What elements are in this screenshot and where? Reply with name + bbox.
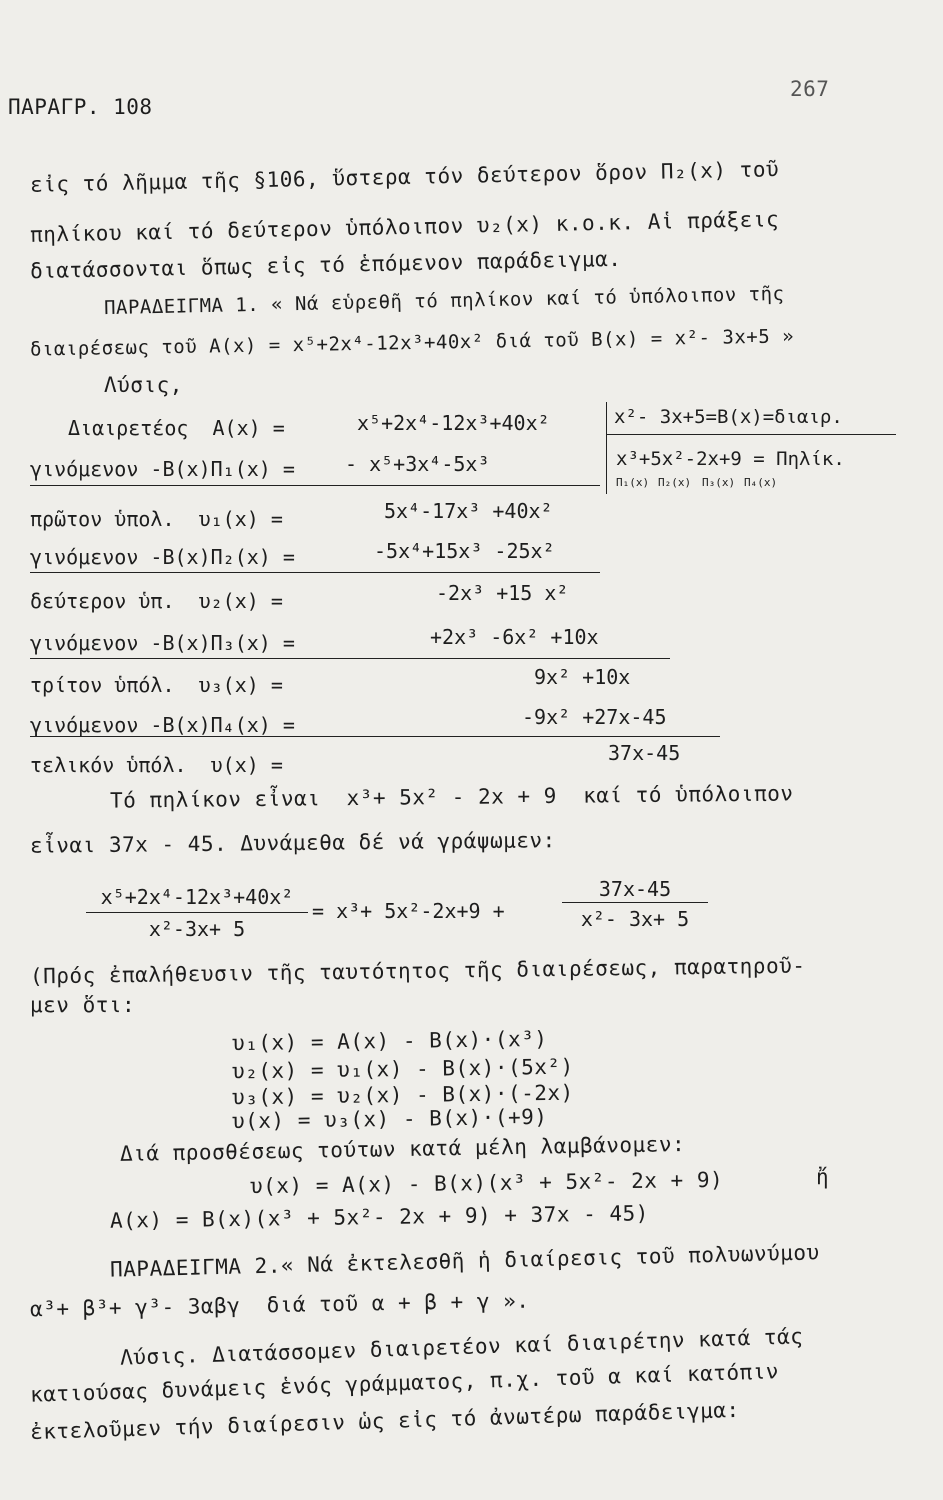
example2-solution-2: κατιούσας δυνάμεις ἑνός γράμματος, π.χ. τοῦ α καί κατόπιν	[29, 1359, 780, 1407]
sum-equation-2: A(x) = B(x)(x³ + 5x²- 2x + 9) + 37x - 45)	[109, 1201, 650, 1233]
addition-text: Διά προσθέσεως τούτων κατά μέλη λαμβάνομεν:	[119, 1132, 686, 1166]
verification-equation: υ(x) = υ₃(x) - B(x)·(+9)	[231, 1104, 548, 1134]
division-rule	[30, 485, 600, 486]
rhs-denominator: x²- 3x+ 5	[580, 907, 690, 931]
division-rule	[30, 572, 600, 573]
lhs-fraction-bar	[86, 912, 308, 913]
division-expr: -2x³ +15 x²	[436, 581, 569, 605]
quotient-term-label: Π₃(x)	[702, 476, 736, 489]
example2-statement: α³+ β³+ γ³- 3αβγ διά τοῦ α + β + γ ».	[29, 1288, 530, 1322]
division-expr: x⁵+2x⁴-12x³+40x²	[357, 411, 550, 435]
intro-line-3: διατάσσονται ὅπως εἰς τό ἑπόμενον παράδειγμα.	[29, 246, 622, 284]
division-rule	[30, 736, 720, 737]
rhs-numerator: 37x-45	[598, 877, 672, 901]
rhs-fraction-bar	[562, 902, 708, 903]
division-label: γινόμενον -B(x)Π₁(x) =	[30, 457, 295, 481]
division-expr: -9x² +27x-45	[522, 705, 667, 729]
divisor: x²- 3x+5=B(x)=διαιρ.	[614, 406, 843, 428]
example2-solution-1: Λύσις. Διατάσσομεν διαιρετέον καί διαιρέτην κατά τάς	[119, 1324, 804, 1370]
verification-equation: υ₁(x) = A(x) - B(x)·(x³)	[231, 1026, 548, 1056]
division-expr: -5x⁴+15x³ -25x²	[374, 539, 555, 563]
division-expr: +2x³ -6x² +10x	[430, 625, 599, 649]
division-expr: - x⁵+3x⁴-5x³	[345, 452, 490, 476]
quotient-term-label: Π₁(x)	[616, 476, 650, 489]
division-expr: 9x² +10x	[534, 665, 631, 689]
lhs-denominator: x²-3x+ 5	[148, 917, 246, 941]
intro-line-2: πηλίκου καί τό δεύτερον ὑπόλοιπον υ₂(x) κ.ο.κ. Αἱ πράξεις	[29, 207, 780, 247]
quotient-term-label: Π₄(x)	[744, 476, 778, 489]
example2-solution-3: ἐκτελοῦμεν τήν διαίρεσιν ὡς εἰς τό ἀνωτέρω παράδειγμα:	[29, 1397, 740, 1445]
example2-title: ΠΑΡΑΔΕΙΓΜΑ 2.« Νά ἐκτελεσθῆ ἡ διαίρεσις τοῦ πολυωνύμου	[109, 1240, 820, 1282]
division-label: τρίτον ὑπόλ. υ₃(x) =	[30, 673, 283, 697]
verification-equation: υ₂(x) = υ₁(x) - B(x)·(5x²)	[231, 1054, 574, 1084]
division-label: γινόμενον -B(x)Π₂(x) =	[30, 545, 295, 569]
division-label: τελικόν ὑπόλ. υ(x) =	[30, 753, 283, 777]
lhs-numerator: x⁵+2x⁴-12x³+40x²	[100, 885, 294, 909]
sum-or: ἤ	[816, 1165, 830, 1189]
verification-intro-2: μεν ὅτι:	[30, 993, 136, 1017]
section-header: ΠΑΡΑΓΡ. 108	[8, 95, 153, 119]
division-label: δεύτερον ὑπ. υ₂(x) =	[30, 589, 283, 613]
middle-expression: = x³+ 5x²-2x+9 +	[312, 899, 505, 923]
division-label: γινόμενον -B(x)Π₃(x) =	[30, 631, 295, 655]
quotient-term-label: Π₂(x)	[658, 476, 692, 489]
division-expr: 37x-45	[608, 741, 681, 765]
example1-title: ΠΑΡΑΔΕΙΓΜΑ 1. « Νά εὑρεθῆ τό πηλίκον καί τό ὑπόλοιπον τῆς	[103, 282, 785, 320]
division-label: Διαιρετέος A(x) =	[68, 416, 285, 440]
divisor-bracket-horizontal	[606, 434, 896, 435]
division-expr: 5x⁴-17x³ +40x²	[384, 499, 553, 523]
quotient: x³+5x²-2x+9 = Πηλίκ.	[616, 448, 845, 470]
page-number: 267	[790, 77, 830, 101]
verification-equation: υ₃(x) = υ₂(x) - B(x)·(-2x)	[231, 1080, 574, 1110]
example1-statement: διαιρέσεως τοῦ A(x) = x⁵+2x⁴-12x³+40x² διά τοῦ B(x) = x²- 3x+5 »	[29, 325, 795, 361]
division-label: γινόμενον -B(x)Π₄(x) =	[30, 713, 295, 737]
quotient-term-labels	[616, 476, 816, 490]
division-rule	[30, 658, 670, 659]
solution-label: Λύσις,	[104, 373, 183, 397]
intro-line-1: εἰς τό λῆμμα τῆς §106, ὕστερα τόν δεύτερον ὅρον Π₂(x) τοῦ	[29, 157, 780, 197]
sum-equation-1: υ(x) = A(x) - B(x)(x³ + 5x²- 2x + 9)	[249, 1167, 724, 1199]
division-label: πρῶτον ὑπολ. υ₁(x) =	[30, 507, 283, 531]
result-line-1: Τό πηλίκον εἶναι x³+ 5x² - 2x + 9 καί τό ὑπόλοιπον	[109, 781, 794, 813]
result-line-2: εἶναι 37x - 45. Δυνάμεθα δέ νά γράψωμεν:	[29, 828, 556, 858]
divisor-bracket-vertical	[606, 402, 607, 494]
verification-intro-1: (Πρός ἐπαλήθευσιν τῆς ταυτότητος τῆς διαιρέσεως, παρατηροῦ-	[29, 953, 806, 989]
